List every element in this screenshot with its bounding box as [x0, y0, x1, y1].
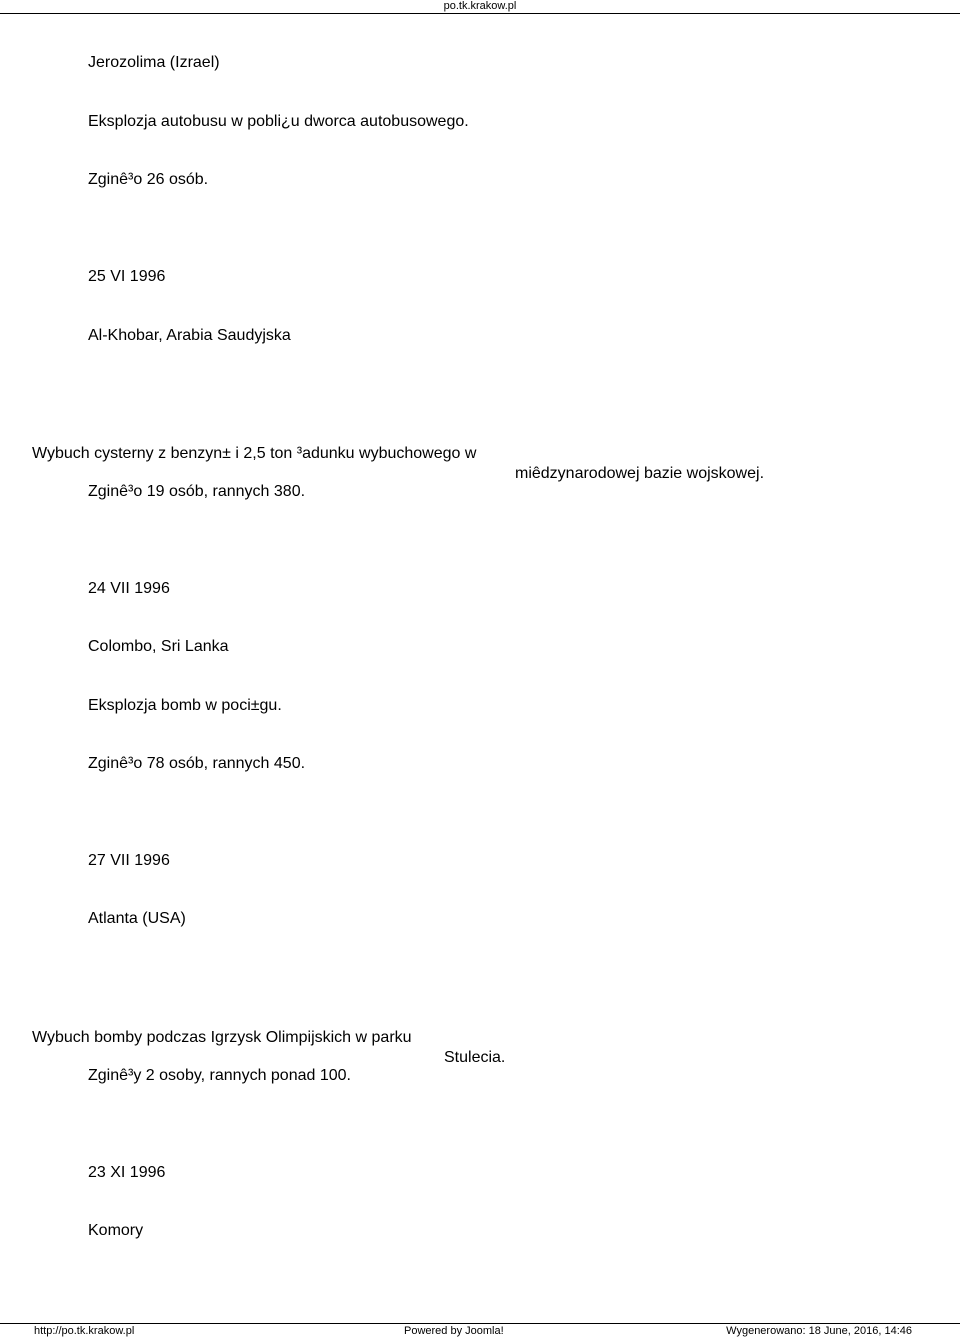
footer-divider — [0, 1323, 960, 1324]
location-line: Jerozolima (Izrael) — [88, 54, 220, 71]
casualties-line: Zginê³o 26 osób. — [88, 171, 209, 188]
event-description-part-2: miêdzynarodowej bazie wojskowej. — [515, 465, 765, 482]
date-line: 23 XI 1996 — [88, 1164, 166, 1181]
date-line: 24 VII 1996 — [88, 580, 170, 597]
header-site-name: po.tk.krakow.pl — [443, 0, 517, 12]
event-description: Eksplozja autobusu w pobli¿u dworca autobusowego. — [88, 113, 469, 130]
casualties-line: Zginê³o 19 osób, rannych 380. — [88, 483, 306, 500]
location-line: Atlanta (USA) — [88, 910, 186, 927]
location-line: Al-Khobar, Arabia Saudyjska — [88, 327, 291, 344]
casualties-line: Zginê³o 78 osób, rannych 450. — [88, 755, 306, 772]
location-line: Komory — [88, 1222, 144, 1239]
location-line: Colombo, Sri Lanka — [88, 638, 229, 655]
date-line: 25 VI 1996 — [88, 268, 166, 285]
header-divider — [0, 13, 960, 14]
date-line: 27 VII 1996 — [88, 852, 170, 869]
event-description-part-2: Stulecia. — [444, 1049, 506, 1066]
footer-url-link[interactable]: http://po.tk.krakow.pl — [34, 1325, 135, 1337]
footer-powered-by: Powered by Joomla! — [404, 1325, 504, 1337]
event-description: Eksplozja bomb w poci±gu. — [88, 697, 282, 714]
event-description — [32, 424, 765, 484]
event-description-part-1: Wybuch cysterny z benzyn± i 2,5 ton ³adunku wybuchowego w — [32, 445, 477, 462]
casualties-line: Zginê³y 2 osoby, rannych ponad 100. — [88, 1067, 351, 1084]
event-description — [32, 1008, 506, 1068]
event-description-part-1: Wybuch bomby podczas Igrzysk Olimpijskich w parku — [32, 1029, 412, 1046]
footer-generated-date: Wygenerowano: 18 June, 2016, 14:46 — [726, 1325, 912, 1337]
